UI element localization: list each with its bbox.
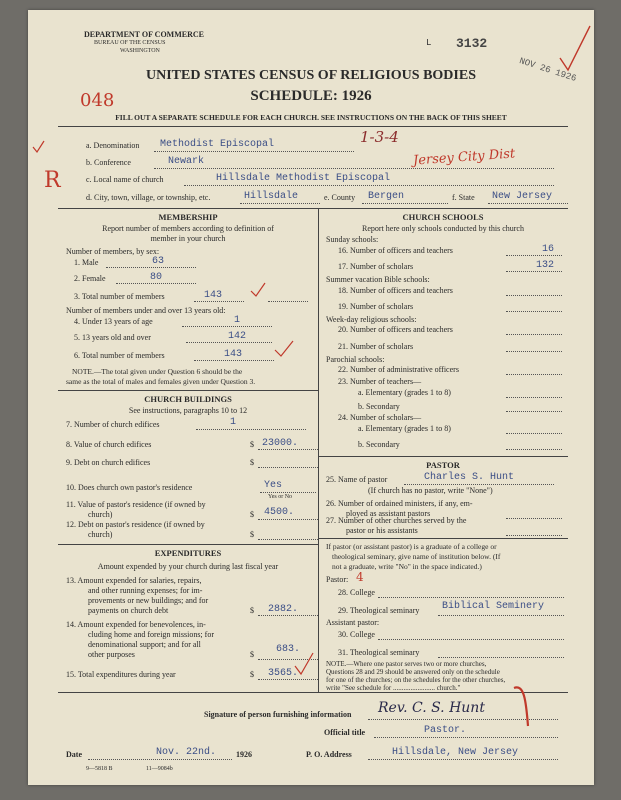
- city-value: Hillsdale: [244, 191, 299, 202]
- print-code-2: 11—9084b: [146, 766, 173, 772]
- q14-label-line4: other purposes: [88, 650, 135, 659]
- handwritten-reference: 1-3-4: [360, 128, 399, 146]
- q14-label-line1: 14. Amount expended for benevolences, in-: [66, 620, 206, 629]
- q8-value-edifices-label: 8. Value of church edifices: [66, 440, 152, 449]
- q27-label-line2: pastor or his assistants: [346, 526, 418, 535]
- q24b-label: b. Secondary: [358, 440, 400, 449]
- q13-label-line4: payments on church debt: [88, 606, 169, 615]
- signature-label: Signature of person furnishing information: [204, 710, 352, 719]
- schedule-number: 3132: [456, 36, 488, 51]
- q29-label: 29. Theological seminary: [338, 606, 420, 615]
- county-label: e. County: [324, 193, 356, 202]
- pastor-mark: 4: [356, 570, 364, 584]
- po-address-label: P. O. Address: [306, 750, 352, 759]
- q5-over13-label: 5. 13 years old and over: [74, 333, 151, 342]
- check-mark-icon: [32, 140, 46, 154]
- received-date-stamp: NOV 26 1926: [517, 56, 578, 84]
- handwritten-r-mark: R: [44, 168, 61, 193]
- q1-male-label: 1. Male: [74, 258, 99, 267]
- q9-debt-edifices-label: 9. Debt on church edifices: [66, 458, 151, 467]
- check-mark-icon: [250, 282, 266, 298]
- form-subtitle: SCHEDULE: 1926: [250, 88, 372, 104]
- q13-label-line2: and other running expenses; for im-: [88, 586, 203, 595]
- denomination-value: Methodist Episcopal: [160, 139, 275, 150]
- q30-label: 30. College: [338, 630, 375, 639]
- q23a-label: a. Elementary (grades 1 to 8): [358, 388, 451, 397]
- conference-label: b. Conference: [86, 158, 131, 167]
- q31-label: 31. Theological seminary: [338, 648, 420, 657]
- pastor-note-line1: NOTE.—Where one pastor serves two or more churches,: [326, 660, 487, 668]
- q15-total-value: 3565.: [268, 668, 299, 679]
- q10-hint: Yes or No: [268, 494, 293, 500]
- parochial-schools-label: Parochial schools:: [326, 355, 385, 364]
- q23b-label: b. Secondary: [358, 402, 400, 411]
- q12-debt-residence-label: 12. Debt on pastor's residence (if owned by: [66, 520, 205, 529]
- membership-heading: MEMBERSHIP: [158, 212, 218, 222]
- members-by-sex-label: Number of members, by sex:: [66, 247, 160, 256]
- q19-label: 19. Number of scholars: [338, 302, 414, 311]
- census-schedule-form: DEPARTMENT OF COMMERCE BUREAU OF THE CENSUS WASHINGTON L 3132 NOV 26 1926 UNITED STATES CENSUS OF RELIGIOUS BODIES SCHEDULE: 1926 048 FILL OUT A SEPARATE SCHEDULE FOR EACH CHURCH. SEE INSTRUCTIONS ON THE BACK OF THIS SHEET 1-3-4 Jersey City Dist R a. Denomination Methodist Episcopal b. Conference Newark c. Local name of church Hillsdale Methodist Episcopal d. City, town, village, or township, etc. Hillsdale e. County Bergen f. State New Jersey MEMBERSHIP Report number of members according to definition of member in your church Number of members, by sex: 1. Male 63 2. Female 80 3. Total number of members 143 Number of members under and over 13 years old: 4. Under 13 years of age 1 5. 13 years old and over 142 6. Total number of members 143 NOTE.—The total given under Question 6 should be the same as the total of males and females given under Question 3. CHURCH BUILDINGS See instructions, paragraphs 10 to 12 7. Number of church edifices 1 8. Value of church edifices $ 23000. 9. Debt on church edifices $ 10. Does church own pastor's residence Yes Yes or No 11. Value of pastor's residence (if owned by church) $ 4500. 12. Debt on pastor's residence (if owned by church) $ EXPENDITURES Amount expended by your church during last fiscal year 13. Amount expended for salaries, repairs, and other running expenses; for im- provements or new buildings; and for payments on church debt $ 2882. 14. Amount expended for benevolences, in- cluding home and foreign missions; for denominational support; and for all other purposes $ 683. 15. Total expenditures during year $ 3565. CHURCH SCHOOLS Report here only schools conducted by this church Sunday schools: 16. Number of officers and teachers 16 17. Number of scholars 132 Summer vacation Bible schools: 18. Number of officers and teachers 19. Number of scholars Week-day religious schools: 20. Number of officers and teachers 21. Number of scholars Parochial schools: 22. Number of administrative officers 23. Number of teachers— a. Elementary (grades 1 to 8) b. Secondary 24. Number of scholars— a. Elementary (grades 1 to 8) b. Secondary PASTOR 25. Name of pastor Charles S. Hunt (If church has no pastor, write "None") 26. Number of ordained ministers, if any, em- ployed as assistant pastors 27. Number of other churches served by the pastor or his assistants If pastor (or assistant pastor) is a graduate of a college or theological seminary, give name of institution below. (If not a graduate, write "No" in the space indicated.) Pastor: 4 28. College 29. Theological seminary Biblical Seminery Assistant pastor: 30. College 31. Theological seminary NOTE.—Where one pastor serves two or more churches, Questions 28 and 29 should be answered only on the schedule for one of the churches; on the schedules for the other churches, write "See schedule for ........................ church." Signature of person furnishing information Rev. C. S. Hunt Official title Pastor. Date Nov. 22nd. 1926 P. O. Address Hillsdale, New Jersey 9—5818 B 11—9084b: [28, 10, 594, 785]
- q26-label-line1: 26. Number of ordained ministers, if any, em-: [326, 499, 473, 508]
- q21-label: 21. Number of scholars: [338, 342, 414, 351]
- q12-debt-residence-label2: church): [88, 530, 113, 539]
- bureau-city: WASHINGTON: [120, 48, 160, 54]
- q13-label-line3: provements or new buildings; and for: [88, 596, 209, 605]
- college-instruction-line2: theological seminary, give name of institution below. (If: [332, 552, 501, 561]
- q14-label-line2: cluding home and foreign missions; for: [88, 630, 214, 639]
- q25-value: Charles S. Hunt: [424, 472, 515, 483]
- po-address-value: Hillsdale, New Jersey: [392, 747, 519, 758]
- q14-label-line3: denominational support; and for all: [88, 640, 201, 649]
- signature-value: Rev. C. S. Hunt: [378, 700, 485, 716]
- county-value: Bergen: [368, 191, 405, 202]
- bureau-name: BUREAU OF THE CENSUS: [94, 40, 166, 46]
- college-instruction-line3: not a graduate, write "No" in the space indicated.): [332, 562, 482, 571]
- membership-note-line2: same as the total of males and females given under Question 3.: [66, 377, 256, 386]
- state-label: f. State: [452, 193, 475, 202]
- form-title: UNITED STATES CENSUS OF RELIGIOUS BODIES: [145, 68, 476, 83]
- date-year: 1926: [236, 750, 252, 759]
- state-value: New Jersey: [492, 191, 553, 202]
- pastor-subheading: Pastor:: [326, 575, 349, 584]
- handwritten-conference-note: Jersey City Dist: [412, 146, 516, 169]
- q23-label: 23. Number of teachers—: [338, 377, 422, 386]
- q22-label: 22. Number of administrative officers: [338, 365, 459, 374]
- membership-note-line1: NOTE.—The total given under Question 6 should be the: [72, 367, 243, 376]
- q17-label: 17. Number of scholars: [338, 262, 414, 271]
- assistant-pastor-subheading: Assistant pastor:: [326, 618, 380, 627]
- q28-label: 28. College: [338, 588, 375, 597]
- church-name-label: c. Local name of church: [86, 175, 164, 184]
- q26-label-line2: ployed as assistant pastors: [346, 509, 431, 518]
- weekday-schools-label: Week-day religious schools:: [326, 315, 417, 324]
- q16-value: 16: [542, 244, 555, 255]
- buildings-intro: See instructions, paragraphs 10 to 12: [128, 406, 248, 415]
- schools-intro: Report here only schools conducted by this church: [362, 224, 524, 233]
- city-label: d. City, town, village, or township, etc.: [86, 193, 211, 202]
- handwritten-code: 048: [80, 90, 115, 111]
- q10-owns-residence-value: Yes: [264, 480, 283, 491]
- q1-male-value: 63: [152, 256, 165, 267]
- q20-label: 20. Number of officers and teachers: [338, 325, 453, 334]
- q13-value: 2882.: [268, 604, 299, 615]
- pastor-note-line2: Questions 28 and 29 should be answered only on the schedule: [326, 668, 500, 676]
- expenditures-heading: EXPENDITURES: [154, 548, 222, 558]
- expenditures-intro: Amount expended by your church during last fiscal year: [97, 562, 279, 571]
- form-instruction: FILL OUT A SEPARATE SCHEDULE FOR EACH CHURCH. SEE INSTRUCTIONS ON THE BACK OF THIS SHEET: [115, 113, 507, 122]
- sunday-schools-label: Sunday schools:: [326, 235, 379, 244]
- red-pencil-mark-icon: [510, 680, 550, 730]
- official-title-label: Official title: [324, 728, 366, 737]
- date-label: Date: [66, 750, 82, 759]
- membership-intro-line1: Report number of members according to definition of: [102, 224, 274, 233]
- q7-edifices-label: 7. Number of church edifices: [66, 420, 160, 429]
- q27-label-line1: 27. Number of other churches served by the: [326, 516, 467, 525]
- q13-label-line1: 13. Amount expended for salaries, repairs,: [66, 576, 202, 585]
- q24a-label: a. Elementary (grades 1 to 8): [358, 424, 451, 433]
- q6-total-value: 143: [224, 349, 243, 360]
- q16-label: 16. Number of officers and teachers: [338, 246, 453, 255]
- q14-value: 683.: [276, 644, 301, 655]
- q29-value: Biblical Seminery: [442, 601, 545, 612]
- check-mark-icon: [294, 652, 314, 676]
- q15-total-label: 15. Total expenditures during year: [66, 670, 176, 679]
- members-by-age-label: Number of members under and over 13 years old:: [66, 306, 226, 315]
- q4-under13-label: 4. Under 13 years of age: [74, 317, 153, 326]
- conference-value: Newark: [168, 156, 205, 167]
- q25-label: 25. Name of pastor: [326, 475, 388, 484]
- denomination-label: a. Denomination: [86, 141, 140, 150]
- summer-schools-label: Summer vacation Bible schools:: [326, 275, 430, 284]
- membership-intro-line2: member in your church: [150, 234, 226, 243]
- print-code-1: 9—5818 B: [86, 766, 113, 772]
- q4-under13-value: 1: [234, 315, 241, 326]
- q11-value-residence-label2: church): [88, 510, 113, 519]
- q25-hint: (If church has no pastor, write "None"): [368, 486, 493, 495]
- pastor-heading: PASTOR: [426, 460, 460, 470]
- q17-value: 132: [536, 260, 555, 271]
- official-title-value: Pastor.: [424, 725, 467, 736]
- q2-female-value: 80: [150, 272, 163, 283]
- form-code: L: [426, 38, 432, 48]
- q11-value-residence-value: 4500.: [264, 507, 295, 518]
- schools-heading: CHURCH SCHOOLS: [402, 212, 484, 222]
- q24-label: 24. Number of scholars—: [338, 413, 422, 422]
- q3-total-label: 3. Total number of members: [74, 292, 165, 301]
- q18-label: 18. Number of officers and teachers: [338, 286, 453, 295]
- q11-value-residence-label: 11. Value of pastor's residence (if owned by: [66, 500, 206, 509]
- college-instruction-line1: If pastor (or assistant pastor) is a graduate of a college or: [326, 542, 497, 551]
- q8-value-edifices-value: 23000.: [262, 438, 299, 449]
- pastor-note-line4: write "See schedule for ........................ church.": [326, 684, 461, 692]
- buildings-heading: CHURCH BUILDINGS: [144, 394, 232, 404]
- q5-over13-value: 142: [228, 331, 247, 342]
- date-value: Nov. 22nd.: [156, 747, 217, 758]
- pastor-note-line3: for one of the churches; on the schedules for the other churches,: [326, 676, 506, 684]
- q3-total-value: 143: [204, 290, 223, 301]
- q6-total-label: 6. Total number of members: [74, 351, 165, 360]
- q7-edifices-value: 1: [230, 417, 237, 428]
- q2-female-label: 2. Female: [74, 274, 106, 283]
- check-mark-icon: [274, 340, 294, 358]
- q10-owns-residence-label: 10. Does church own pastor's residence: [66, 483, 193, 492]
- church-name-value: Hillsdale Methodist Episcopal: [216, 173, 391, 184]
- check-mark-icon: [558, 24, 592, 74]
- department-name: DEPARTMENT OF COMMERCE: [84, 30, 205, 39]
